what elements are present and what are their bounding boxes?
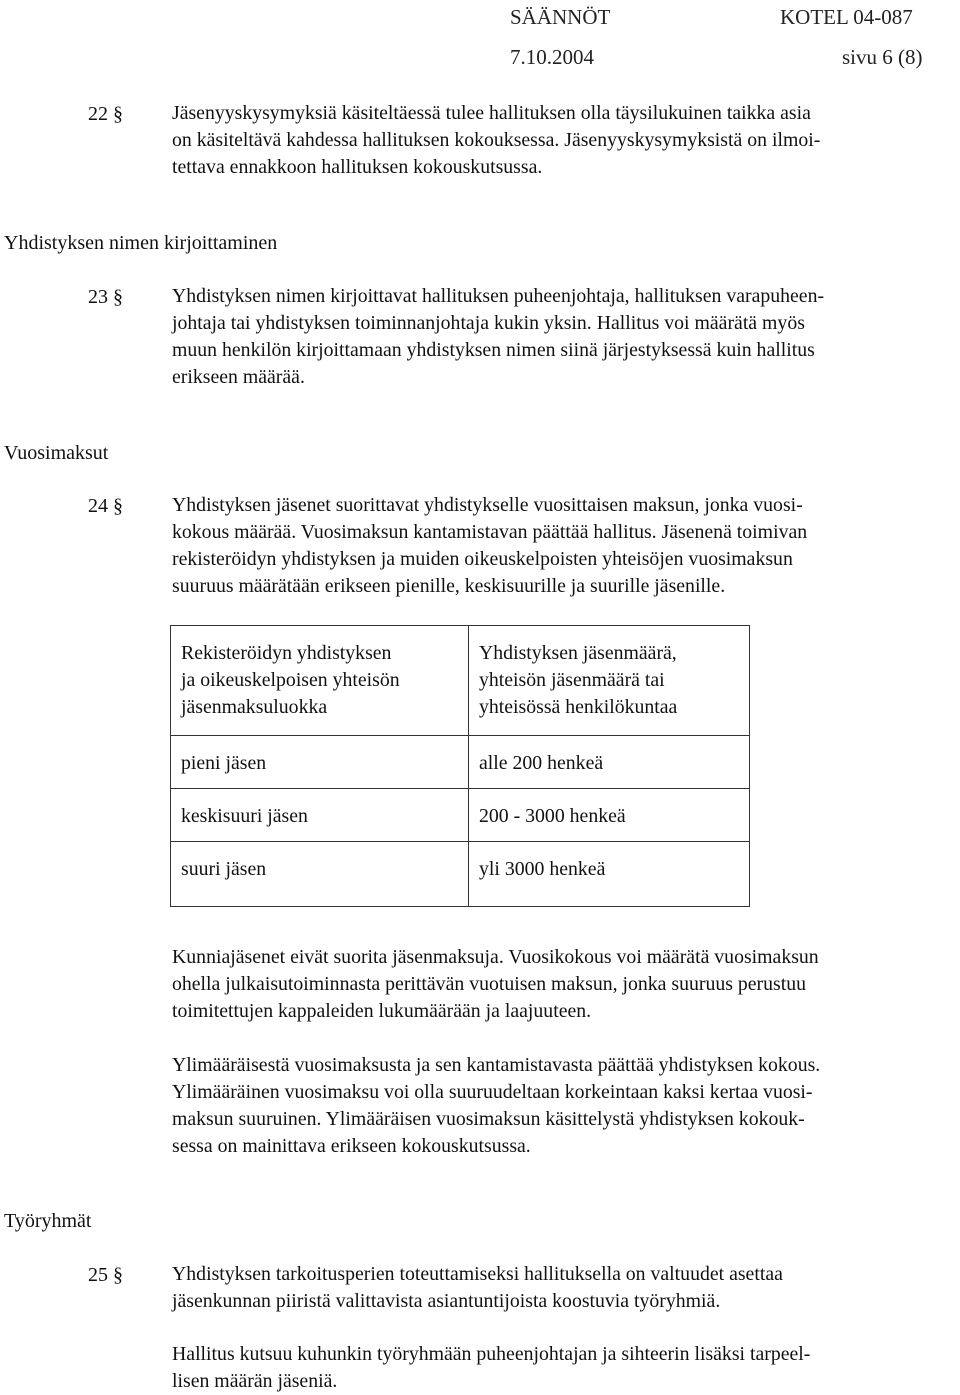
text-line: ohella julkaisutoiminnasta perittävän vuotuisen maksun, jonka suuruus perustuu — [172, 973, 806, 995]
text-line: Hallitus kutsuu kuhunkin työryhmään puheenjohtajan ja sihteerin lisäksi tarpeel- — [172, 1343, 811, 1365]
table-header-cell — [171, 626, 469, 736]
text-line: Yhdistyksen jäsenet suorittavat yhdistykselle vuosittaisen maksun, jonka vuosi- — [172, 494, 803, 516]
extra-fee-paragraph — [172, 1052, 956, 1160]
table-row — [171, 736, 750, 789]
header-line: jäsenmaksuluokka — [181, 696, 328, 718]
table-cell: yli 3000 henkeä — [469, 842, 750, 907]
heading-annual-fees: Vuosimaksut — [4, 442, 109, 464]
text-line: suuruus määrätään erikseen pienille, keskisuurille ja suurille jäsenille. — [172, 575, 726, 597]
text-line: jäsenkunnan piiristä valittavista asiantuntijoista koostuvia työryhmiä. — [172, 1290, 721, 1312]
text-line: muun henkilön kirjoittamaan yhdistyksen nimen siinä järjestyksessä kuin hallitus — [172, 339, 815, 361]
header-line: ja oikeuskelpoisen yhteisön — [181, 669, 400, 691]
header-line: yhteisön jäsenmäärä tai — [479, 669, 665, 691]
text-line: on käsiteltävä kahdessa hallituksen kokouksessa. Jäsenyyskysymyksistä on ilmoi- — [172, 129, 821, 151]
table-row — [171, 842, 750, 907]
heading-name-signing: Yhdistyksen nimen kirjoittaminen — [4, 232, 278, 254]
text-line: toimitettujen kappaleiden lukumäärään ja laajuuteen. — [172, 1000, 592, 1022]
table-row — [171, 789, 750, 842]
fee-class-table — [170, 625, 750, 907]
working-groups-paragraph — [172, 1341, 956, 1395]
document-type: SÄÄNNÖT — [510, 5, 611, 29]
text-line: lisen määrän jäseniä. — [172, 1370, 338, 1392]
section-23-number: 23 § — [88, 286, 123, 308]
header-line: Yhdistyksen jäsenmäärä, — [479, 642, 677, 664]
text-line: Yhdistyksen tarkoitusperien toteuttamiseksi hallituksella on valtuudet asettaa — [172, 1263, 783, 1285]
heading-working-groups: Työryhmät — [4, 1210, 92, 1232]
document-code: KOTEL 04-087 — [780, 5, 913, 29]
section-23-text — [172, 283, 956, 391]
section-22-text — [172, 100, 956, 181]
text-line: johtaja tai yhdistyksen toiminnanjohtaja kukin yksin. Hallitus voi määrätä myös — [172, 312, 805, 334]
text-line: Kunniajäsenet eivät suorita jäsenmaksuja. Vuosikokous voi määrätä vuosimaksun — [172, 946, 819, 968]
table-cell: keskisuuri jäsen — [171, 789, 469, 842]
text-line: Yhdistyksen nimen kirjoittavat hallituksen puheenjohtaja, hallituksen varapuheen- — [172, 285, 825, 307]
text-line: tettava ennakkoon hallituksen kokouskutsussa. — [172, 156, 543, 178]
text-line: maksun suuruinen. Ylimääräisen vuosimaksun käsittelystä yhdistyksen kokouk- — [172, 1108, 805, 1130]
text-line: rekisteröidyn yhdistyksen ja muiden oikeuskelpoisten yhteisöjen vuosimaksun — [172, 548, 793, 570]
section-25-number: 25 § — [88, 1264, 123, 1286]
header-line: Rekisteröidyn yhdistyksen — [181, 642, 392, 664]
page-number: sivu 6 (8) — [842, 45, 923, 69]
text-line: Ylimääräinen vuosimaksu voi olla suuruudeltaan korkeintaan kaksi kertaa vuosi- — [172, 1081, 813, 1103]
table-header-cell — [469, 626, 750, 736]
document-date: 7.10.2004 — [510, 45, 594, 69]
text-line: Ylimääräisestä vuosimaksusta ja sen kantamistavasta päättää yhdistyksen kokous. — [172, 1054, 821, 1076]
table-cell: alle 200 henkeä — [469, 736, 750, 789]
text-line: Jäsenyyskysymyksiä käsiteltäessä tulee hallituksen olla täysilukuinen taikka asia — [172, 102, 811, 124]
table-cell: suuri jäsen — [171, 842, 469, 907]
section-24-number: 24 § — [88, 495, 123, 517]
section-24-text — [172, 492, 956, 600]
text-line: erikseen määrää. — [172, 366, 305, 388]
table-cell: 200 - 3000 henkeä — [469, 789, 750, 842]
table-cell: pieni jäsen — [171, 736, 469, 789]
section-22-number: 22 § — [88, 103, 123, 125]
header-line: yhteisössä henkilökuntaa — [479, 696, 678, 718]
honorary-members-paragraph — [172, 944, 956, 1025]
section-25-text — [172, 1261, 956, 1315]
text-line: kokous määrää. Vuosimaksun kantamistavan päättää hallitus. Jäsenenä toimivan — [172, 521, 808, 543]
text-line: sessa on mainittava erikseen kokouskutsussa. — [172, 1135, 531, 1157]
table-header-row — [171, 626, 750, 736]
